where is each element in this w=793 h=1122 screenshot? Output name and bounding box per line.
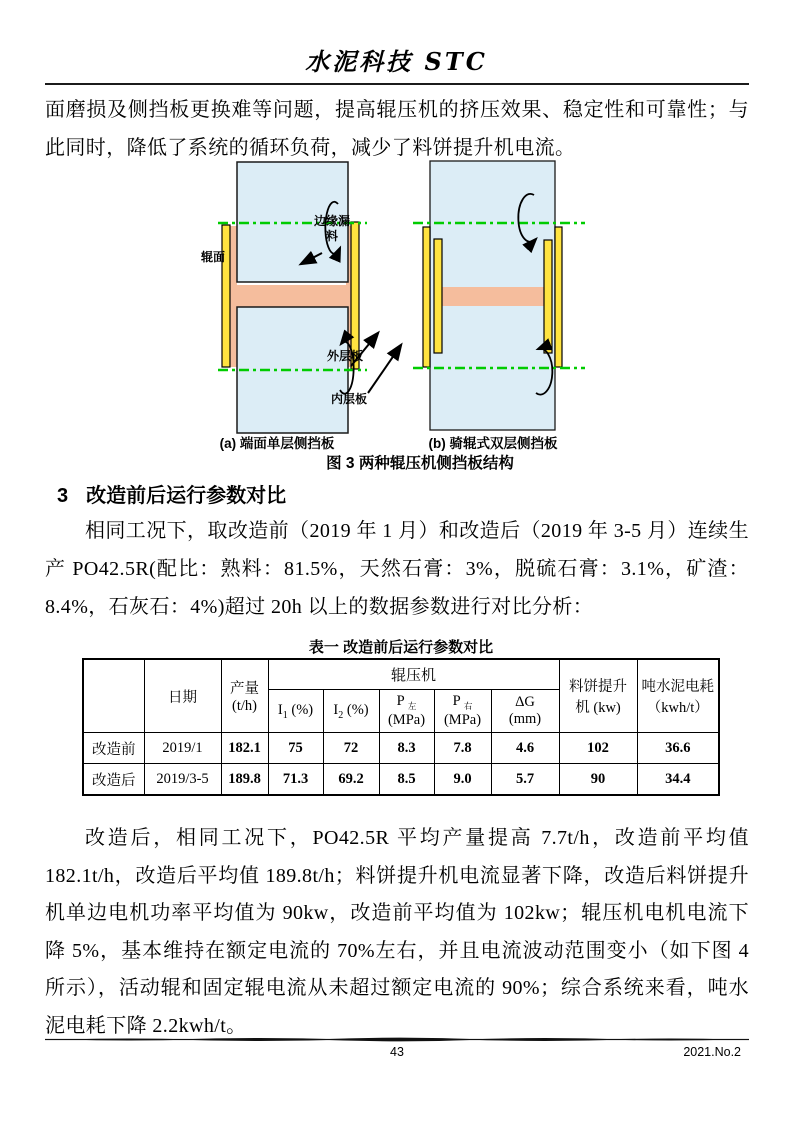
cell-dg: 4.6 [491, 733, 559, 764]
outer-plate-left-b [423, 227, 430, 367]
cell-elevator: 90 [559, 764, 637, 796]
header-power-line1: 吨水泥电耗 [641, 679, 715, 695]
inner-plate-arrow [368, 345, 401, 393]
figure-subcaption-a: (a) 端面单层侧挡板 [219, 436, 335, 451]
roller-press-baffle-diagram [185, 158, 605, 436]
cell-power: 34.4 [637, 764, 719, 796]
cell-i2: 72 [323, 733, 379, 764]
cell-date: 2019/3-5 [144, 764, 221, 796]
table-row-after [83, 764, 719, 796]
page-number: 43 [390, 1045, 404, 1059]
roller-face-label: 辊面 [201, 250, 226, 264]
edge-leak-label-line1: 边缘漏 [314, 214, 351, 228]
cell-output: 189.8 [221, 764, 268, 796]
cell-p-left: 8.5 [379, 764, 434, 796]
header-output [221, 659, 268, 733]
cell-dg: 5.7 [491, 764, 559, 796]
header-p-left: P $_左$ (MPa) [379, 690, 434, 733]
header-rule [45, 83, 749, 85]
header-power-per-ton [637, 659, 719, 733]
footer-rule-taper [65, 1038, 735, 1042]
header-power-line2: （kwh/t） [646, 700, 709, 716]
header-cake-elevator [559, 659, 637, 733]
header-elevator-line2: 机 (kw) [575, 700, 621, 716]
cell-i1: 71.3 [268, 764, 323, 796]
table-row-before [83, 733, 719, 764]
header-output-line2: (t/h) [232, 698, 257, 714]
paragraph-results: 改造后，相同工况下，PO42.5R 平均产量提高 7.7t/h，改造前平均值 182.1t/h，改造后平均值 189.8t/h；料饼提升机电流显著下降，改造后料饼提升机单边电机功率平均值为 90kw，改造前平均值为 102kw；辊压机电机电流下降 5%，基本维持在额定电流的 70%左右，并且电流波动范围变小（如下图 4 所示），活动辊和固定辊电流从未超过额定电流的 90%；综合系统来看，吨水泥电耗下降 2.2kwh/t。 [45, 827, 749, 1037]
header-p-right: P $_右$ (MPa) [434, 690, 491, 733]
table-title: 表一 改造前后运行参数对比 [308, 639, 494, 656]
inner-plate-right-b [544, 240, 552, 353]
side-plate-left-a [222, 225, 230, 367]
row-label: 改造后 [83, 764, 144, 796]
edge-leak-label-line2: 料 [326, 229, 339, 243]
outer-plate-label: 外层板 [327, 349, 364, 363]
header-date: 日期 [144, 659, 221, 733]
outer-plate-right-b [555, 227, 562, 367]
section-title: 改造前后运行参数对比 [86, 485, 287, 507]
header-empty-cell [83, 659, 144, 733]
cell-power: 36.6 [637, 733, 719, 764]
material-bed-a [223, 285, 358, 307]
diagram-b [413, 161, 585, 430]
header-i1: $I_1$ (%) [268, 690, 323, 733]
header-elevator-line1: 料饼提升 [569, 679, 628, 695]
header-output-line1: 产量 [230, 681, 259, 697]
header-i2: $I_2$ (%) [323, 690, 379, 733]
cell-i1: 75 [268, 733, 323, 764]
inner-plate-left-b [434, 239, 442, 353]
cell-i2: 69.2 [323, 764, 379, 796]
footer-decorative-rule [45, 1036, 749, 1044]
journal-title: 水泥科技 STC [305, 47, 488, 76]
diagram-a [200, 162, 401, 433]
header-delta-g: ΔG (mm) [491, 690, 559, 733]
section-number: 3 [57, 485, 69, 507]
paragraph-intro: 面磨损及侧挡板更换难等问题，提高辊压机的挤压效果、稳定性和可靠性；与此同时，降低了系统的循环负荷，减少了料饼提升机电流。 [45, 99, 749, 159]
row-label: 改造前 [83, 733, 144, 764]
header-roller-press-group: 辊压机 [268, 659, 559, 690]
figure-3-diagram [185, 158, 605, 436]
figure-caption: 图 3 两种辊压机侧挡板结构 [326, 455, 514, 472]
inner-plate-label: 内层板 [331, 392, 368, 406]
figure-subcaption-b: (b) 骑辊式双层侧挡板 [428, 436, 558, 451]
parameters-table [82, 658, 720, 796]
cell-p-left: 8.3 [379, 733, 434, 764]
cell-p-right: 7.8 [434, 733, 491, 764]
cell-p-right: 9.0 [434, 764, 491, 796]
cell-date: 2019/1 [144, 733, 221, 764]
paragraph-conditions: 相同工况下，取改造前（2019 年 1 月）和改造后（2019 年 3-5 月）连续生产 PO42.5R(配比：熟料：81.5%，天然石膏：3%，脱硫石膏：3.1%，矿渣：8.4%，石灰石：4%)超过 20h 以上的数据参数进行对比分析： [45, 520, 749, 618]
cell-output: 182.1 [221, 733, 268, 764]
cell-elevator: 102 [559, 733, 637, 764]
section-heading [57, 479, 286, 508]
material-bed-b [441, 287, 545, 306]
side-plate-right-a [351, 222, 359, 369]
issue-number: 2021.No.2 [683, 1045, 741, 1059]
